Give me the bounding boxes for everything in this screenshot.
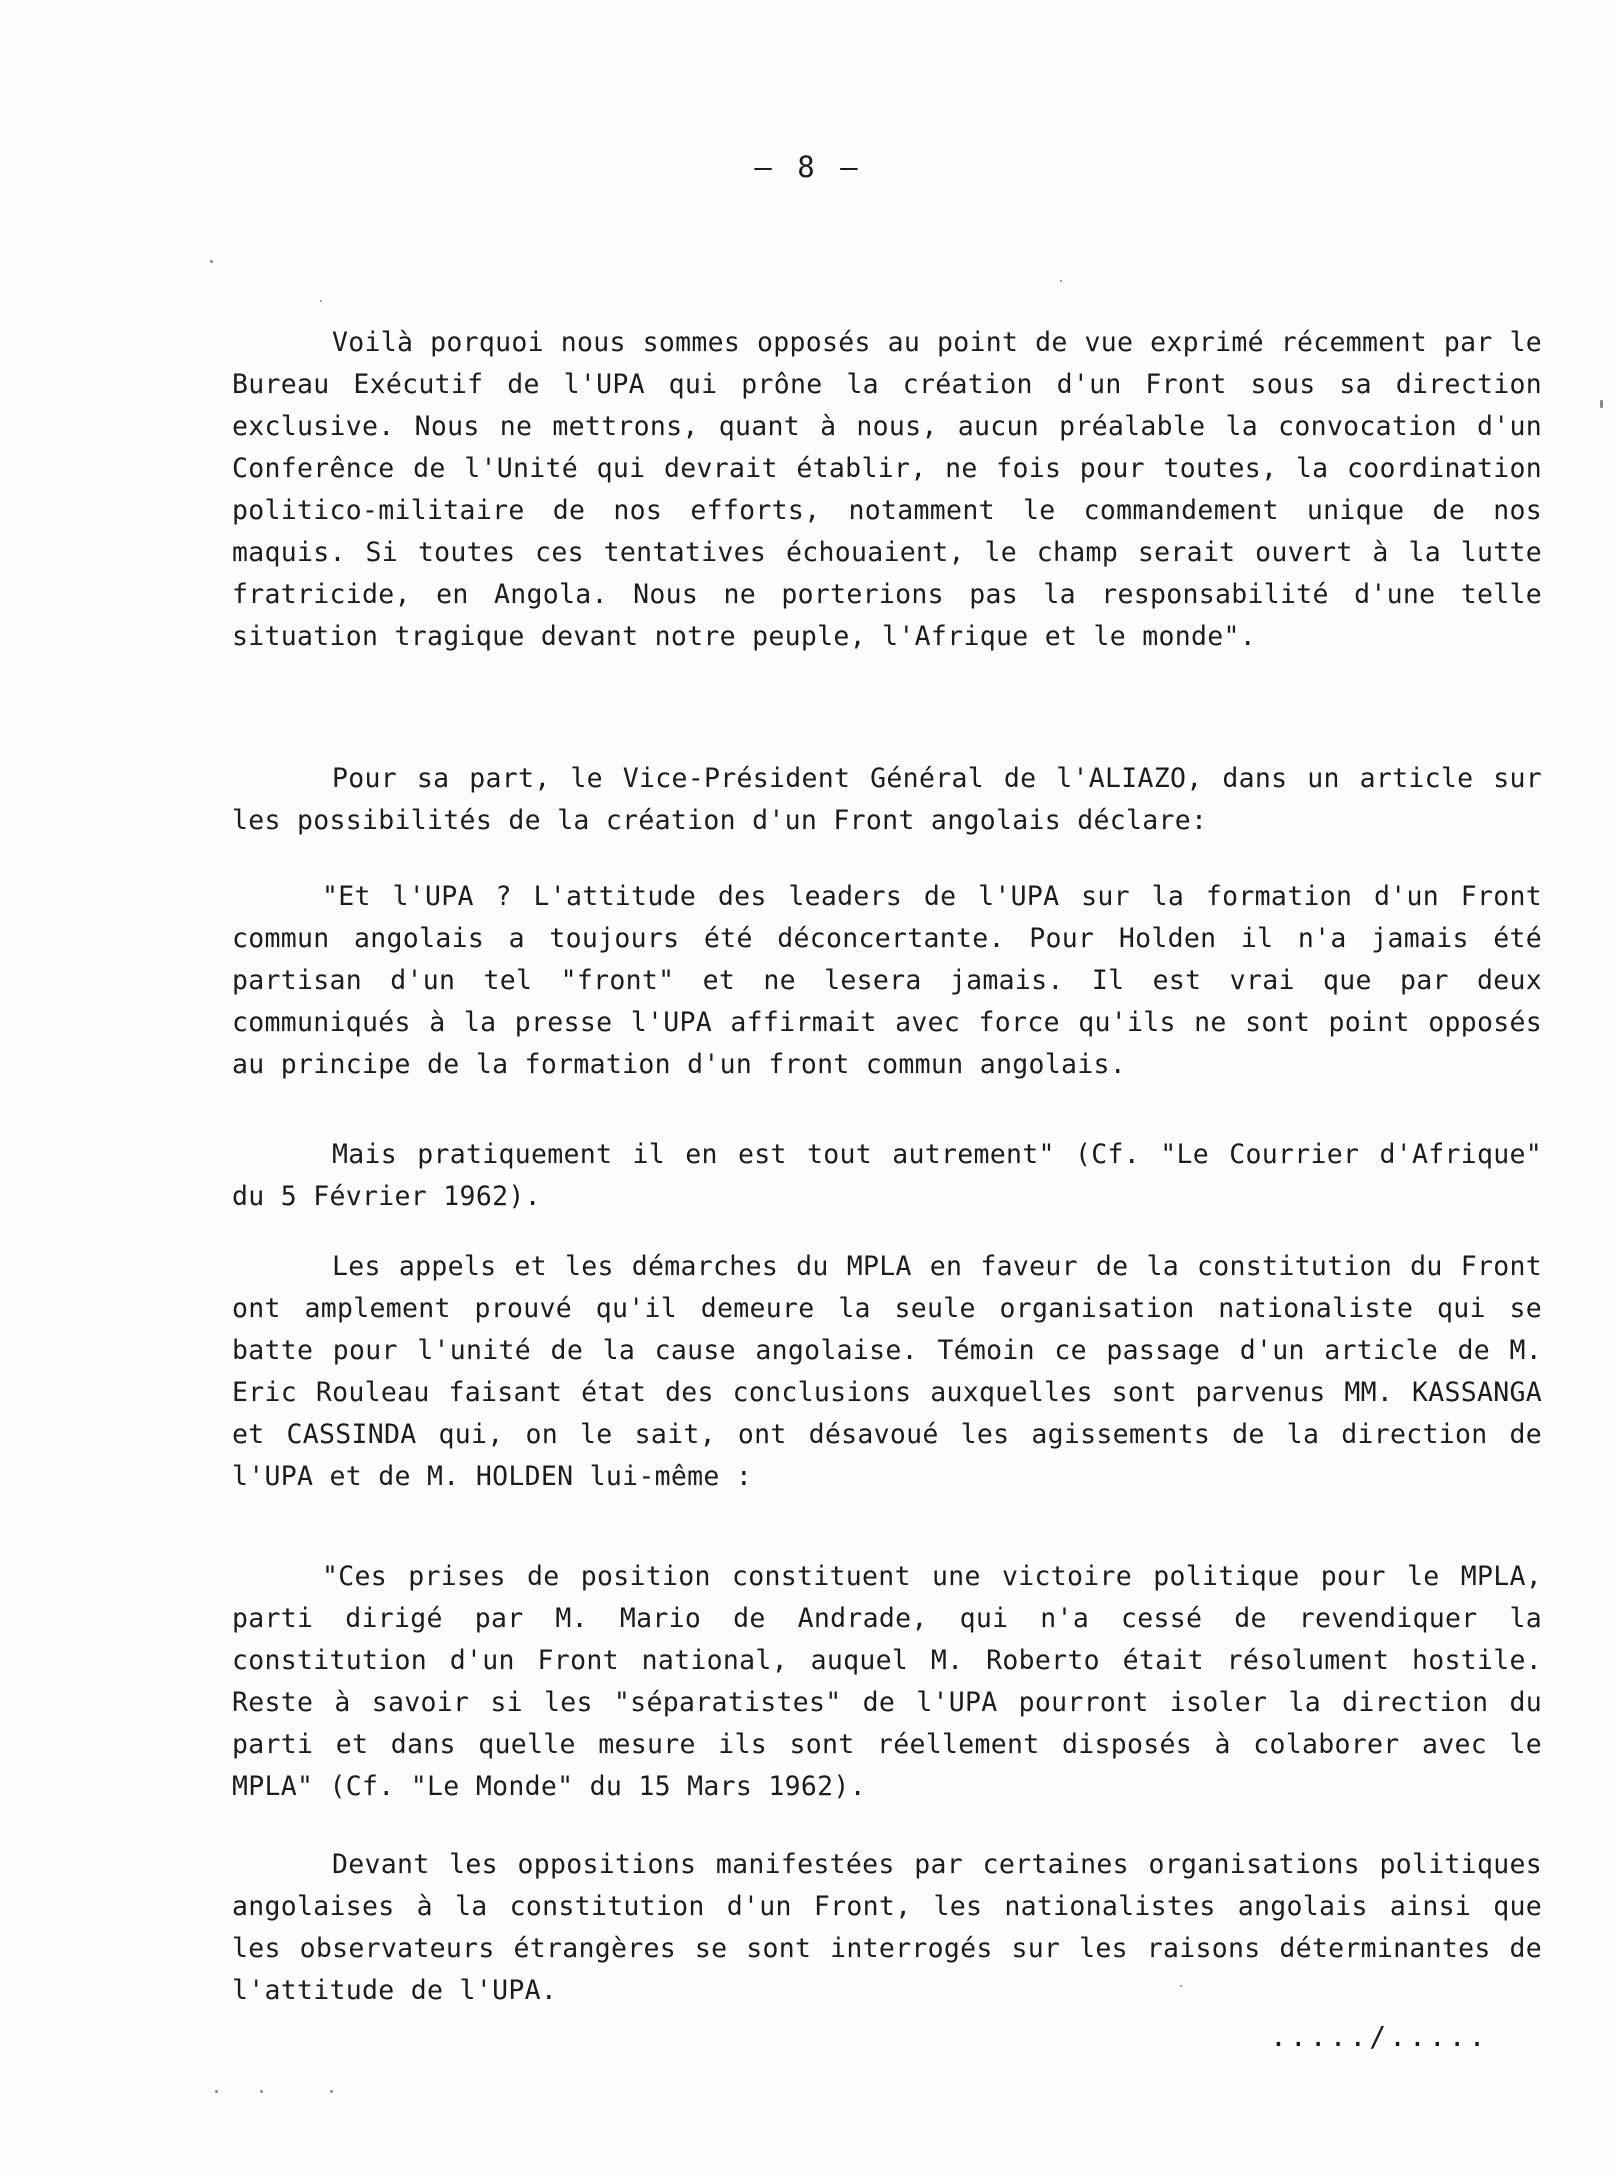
scan-speck — [1600, 400, 1603, 408]
scan-speck — [215, 2090, 218, 2093]
continuation-mark: ...../..... — [1270, 2020, 1489, 2053]
page-number: – 8 – — [754, 150, 862, 184]
paragraph-4: Devant les oppositions manifestées par certaines organisations politiques angolaises à la constitution d'un Front, les nationalistes angolais ainsi que les observateurs étrangères se sont interrogés sur les raisons déterminantes de l'attitude de l'UPA. — [232, 1849, 1542, 2006]
quote-1: "Et l'UPA ? L'attitude des leaders de l'UPA sur la formation d'un Front commun angolais a toujours été déconcertante. Pour Holden il n'a jamais été partisan d'un tel "front" et ne lesera jamais. Il est vrai que par deux communiqués à la presse l'UPA affirmait avec force qu'ils ne sont point opposés au principe de la formation d'un front commun angolais. — [232, 881, 1542, 1080]
scan-speck — [260, 2090, 263, 2093]
scan-speck — [1180, 1985, 1182, 1987]
scan-speck — [210, 260, 213, 263]
quote-2: "Ces prises de position constituent une victoire politique pour le MPLA, parti dirigé par M. Mario de Andrade, qui n'a cessé de revendiquer la constitution d'un Front national, auquel M. Roberto était résolument hostile. Reste à savoir si les "séparatistes" de l'UPA pourront isoler la direction du parti et dans quelle mesure ils sont réellement disposés à colaborer avec le MPLA" (Cf. "Le Monde" du 15 Mars 1962). — [232, 1561, 1542, 1802]
quote-1-continuation: Mais pratiquement il en est tout autrement" (Cf. "Le Courrier d'Afrique" du 5 Février 1962). — [232, 1139, 1542, 1212]
paragraph-2: Pour sa part, le Vice-Président Général de l'ALIAZO, dans un article sur les possibilités de la création d'un Front angolais déclare: — [232, 763, 1542, 836]
scan-speck — [320, 300, 322, 302]
paragraph-3: Les appels et les démarches du MPLA en faveur de la constitution du Front ont amplement prouvé qu'il demeure la seule organisation nationaliste qui se batte pour l'unité de la cause angolaise. Témoin ce passage d'un article de M. Eric Rouleau faisant état des conclusions auxquelles sont parvenus MM. KASSANGA et CASSINDA qui, on le sait, ont désavoué les agissements de la direction de l'UPA et de M. HOLDEN lui-même : — [232, 1251, 1542, 1492]
paragraph-1: Voilà porquoi nous sommes opposés au point de vue exprimé récemment par le Bureau Exécutif de l'UPA qui prône la création d'un Front sous sa direction exclusive. Nous ne mettrons, quant à nous, aucun préalable la convocation d'un Conferênce de l'Unité qui devrait établir, ne fois pour toutes, la coordination politico-militaire de nos efforts, notamment le commandement unique de nos maquis. Si toutes ces tentatives échouaient, le champ serait ouvert à la lutte fratricide, en Angola. Nous ne porterions pas la responsabilité d'une telle situation tragique devant notre peuple, l'Afrique et le monde". — [232, 327, 1542, 652]
scan-speck — [1060, 280, 1062, 282]
scan-speck — [330, 2090, 333, 2093]
